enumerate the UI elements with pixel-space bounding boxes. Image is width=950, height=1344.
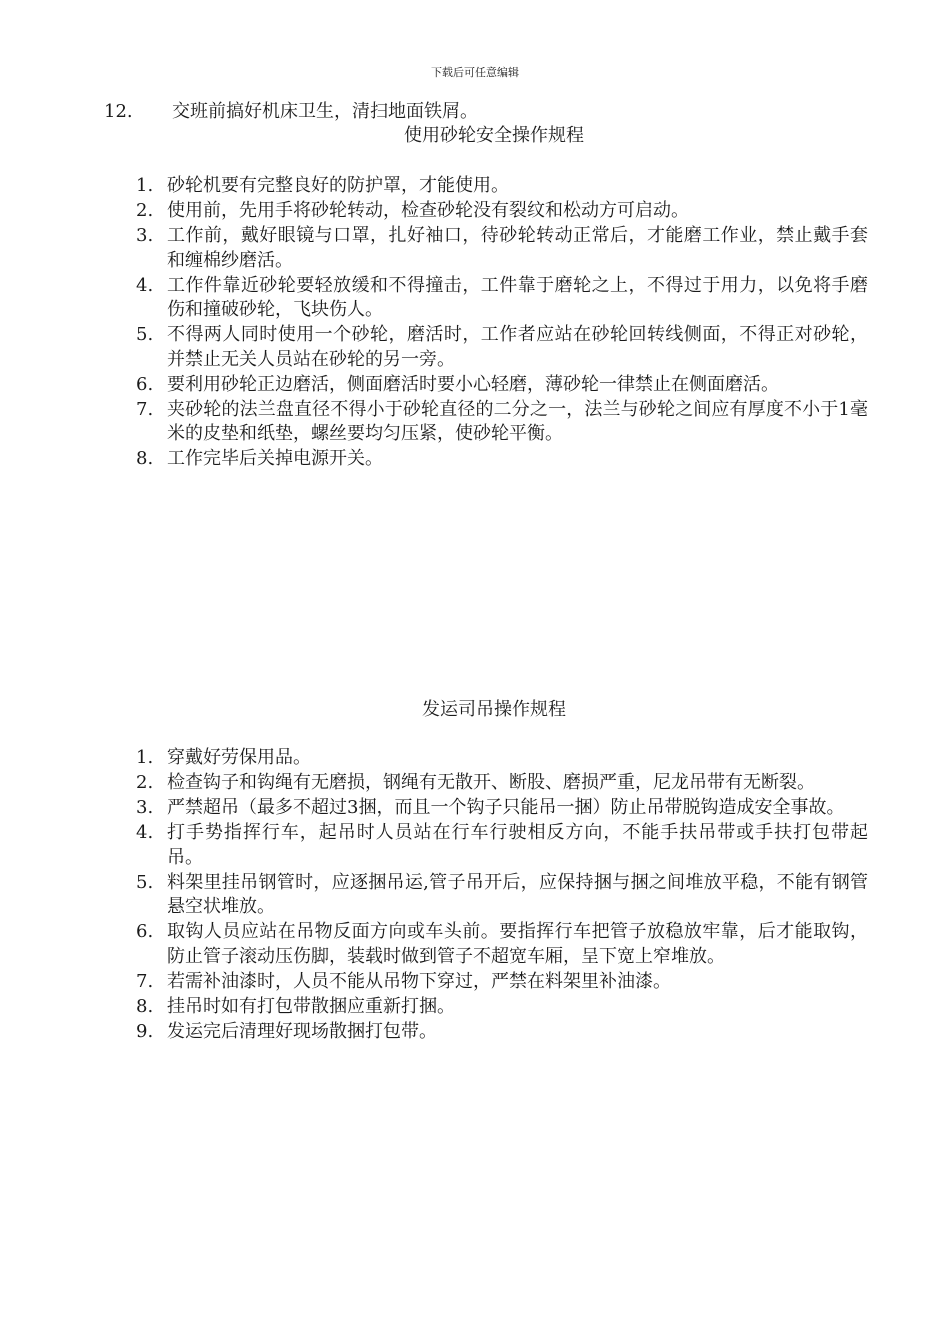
list-item-text: 严禁超吊（最多不超过3捆，而且一个钩子只能吊一捆）防止吊带脱钩造成安全事故。 — [167, 797, 845, 818]
list-item-number: 4. — [136, 822, 154, 843]
list-item-number: 3. — [136, 225, 154, 246]
carry-over-number: 12. — [104, 101, 133, 122]
list-item — [136, 199, 868, 224]
list-item — [136, 373, 868, 398]
list-item — [136, 970, 868, 995]
list-item-number: 2. — [136, 772, 154, 793]
carry-over-item — [104, 100, 478, 124]
list-item-text: 发运完后清理好现场散捆打包带。 — [167, 1020, 437, 1042]
list-item-text: 工作前，戴好眼镜与口罩，扎好袖口，待砂轮转动正常后，才能磨工作业，禁止戴手套和缠棉纱磨活。 — [167, 225, 868, 271]
list-item-text: 不得两人同时使用一个砂轮，磨活时，工作者应站在砂轮回转线侧面，不得正对砂轮，并禁止无关人员站在砂轮的另一旁。 — [167, 324, 868, 370]
list-item-number: 7. — [136, 970, 154, 992]
page-header-note: 下载后可任意编辑 — [431, 66, 519, 79]
list-item-text: 挂吊时如有打包带散捆应重新打捆。 — [167, 995, 455, 1017]
list-item — [136, 224, 868, 273]
list-item-text: 工作完毕后关掉电源开关。 — [167, 448, 383, 469]
list-item — [136, 746, 868, 771]
list-item — [136, 174, 868, 199]
list-item-text: 料架里挂吊钢管时，应逐捆吊运,管子吊开后，应保持捆与捆之间堆放平稳，不能有钢管悬空状堆放。 — [167, 871, 868, 917]
list-item-number: 2. — [136, 200, 154, 221]
list-item — [136, 796, 868, 821]
list-item-number: 9. — [136, 1020, 154, 1042]
section-title-shipping-crane: 发运司吊操作规程 — [422, 699, 566, 720]
list-item — [136, 771, 868, 796]
list-item-text: 打手势指挥行车，起吊时人员站在行车行驶相反方向，不能手扶吊带或手扶打包带起吊。 — [167, 822, 868, 868]
list-item-text: 使用前，先用手将砂轮转动，检查砂轮没有裂纹和松动方可启动。 — [167, 200, 689, 221]
grinding-wheel-rules-list — [136, 174, 868, 472]
list-item — [136, 920, 868, 969]
list-item — [136, 1020, 868, 1045]
list-item — [136, 995, 868, 1020]
list-item-number: 1. — [136, 747, 154, 768]
list-item-text: 夹砂轮的法兰盘直径不得小于砂轮直径的二分之一，法兰与砂轮之间应有厚度不小于1毫米的皮垫和纸垫，螺丝要均匀压紧，使砂轮平衡。 — [167, 398, 868, 444]
list-item-text: 检查钩子和钩绳有无磨损，钢绳有无散开、断股、磨损严重，尼龙吊带有无断裂。 — [167, 772, 815, 793]
list-item-number: 8. — [136, 448, 154, 469]
list-item-text: 若需补油漆时，人员不能从吊物下穿过，严禁在料架里补油漆。 — [167, 970, 671, 992]
list-item — [136, 398, 868, 447]
list-item-text: 工作件靠近砂轮要轻放缓和不得撞击，工件靠于磨轮之上，不得过于用力，以免将手磨伤和撞破砂轮，飞块伤人。 — [167, 274, 868, 320]
list-item-number: 4. — [136, 274, 154, 296]
carry-over-text: 交班前搞好机床卫生，清扫地面铁屑。 — [172, 101, 478, 122]
list-item — [136, 821, 868, 870]
list-item-number: 3. — [136, 797, 154, 818]
section-title-grinding-wheel: 使用砂轮安全操作规程 — [404, 125, 584, 146]
list-item — [136, 447, 868, 472]
list-item-number: 6. — [136, 921, 154, 942]
list-item-number: 1. — [136, 175, 154, 196]
list-item-text: 要利用砂轮正边磨活，侧面磨活时要小心轻磨，薄砂轮一律禁止在侧面磨活。 — [167, 373, 779, 395]
list-item-number: 7. — [136, 398, 154, 420]
list-item-number: 5. — [136, 871, 154, 893]
list-item — [136, 274, 868, 323]
list-item-text: 穿戴好劳保用品。 — [167, 747, 311, 768]
list-item-text: 取钩人员应站在吊物反面方向或车头前。要指挥行车把管子放稳放牢靠，后才能取钩，防止管子滚动压伤脚，装载时做到管子不超宽车厢，呈下宽上窄堆放。 — [167, 921, 868, 967]
shipping-crane-rules-list — [136, 746, 868, 1045]
list-item-number: 8. — [136, 995, 154, 1017]
list-item-text: 砂轮机要有完整良好的防护罩，才能使用。 — [167, 175, 509, 196]
list-item-number: 5. — [136, 324, 154, 345]
list-item — [136, 323, 868, 372]
list-item — [136, 871, 868, 920]
list-item-number: 6. — [136, 373, 154, 395]
